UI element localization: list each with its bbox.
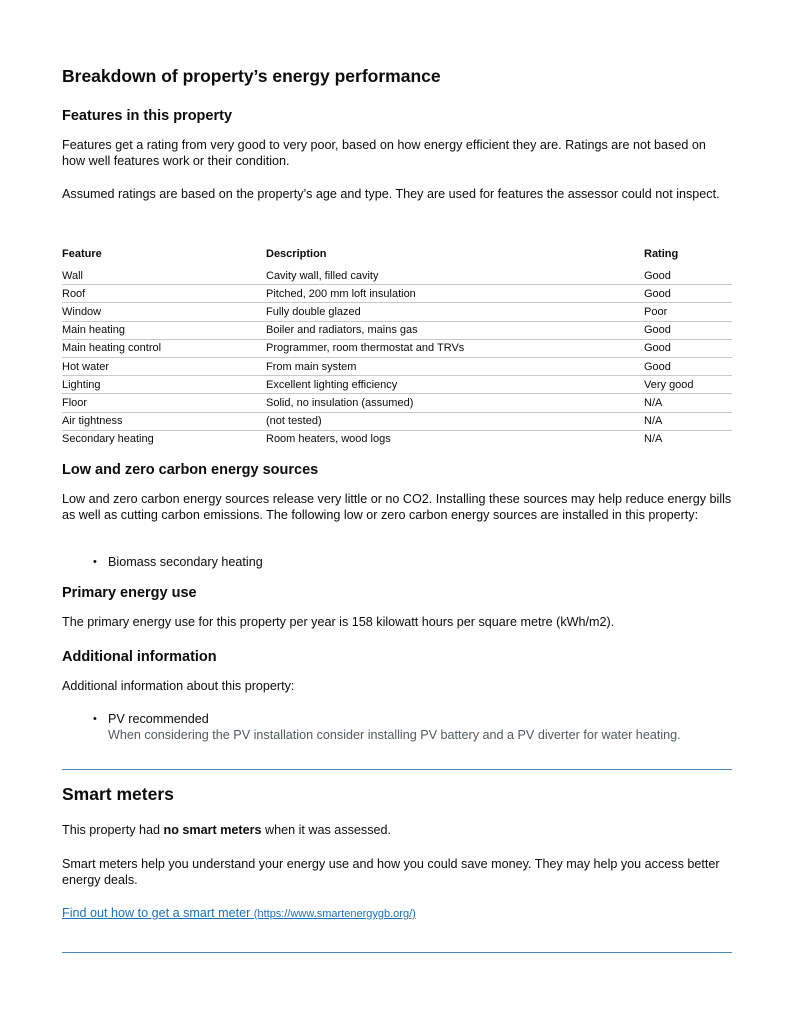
rating-cell: Good (644, 357, 732, 375)
section-divider (62, 769, 732, 770)
table-row (62, 339, 732, 357)
rating-cell: Very good (644, 376, 732, 394)
table-row (62, 394, 732, 412)
smart-meter-status: This property had no smart meters when it was assessed. (62, 823, 392, 837)
section-divider-bottom (62, 952, 732, 953)
rating-cell: N/A (644, 433, 663, 446)
feature-cell: Hot water (62, 357, 266, 375)
feature-cell: Main heating (62, 321, 266, 339)
smart-meter-description: Smart meters help you understand your energy use and how you could save money. They may help you access better energy deals. (62, 857, 720, 887)
pv-recommended-hint: When considering the PV installation consider installing PV battery and a PV diverter for water heating. (108, 727, 681, 742)
list-item (108, 712, 681, 743)
list-item: • Biomass secondary heating (108, 555, 263, 571)
smart-meters-heading: Smart meters (62, 784, 174, 804)
feature-cell: Air tightness (62, 412, 266, 430)
additional-info-heading: Additional information (62, 649, 217, 665)
smart-meter-status-value: no smart meters (163, 823, 262, 837)
feature-cell: Wall (62, 267, 266, 285)
rating-cell: Good (644, 321, 732, 339)
low-carbon-list (62, 555, 263, 571)
description-cell: Fully double glazed (266, 303, 644, 321)
description-cell: Cavity wall, filled cavity (266, 267, 644, 285)
low-carbon-heading: Low and zero carbon energy sources (62, 462, 319, 478)
smart-meter-link-paragraph (62, 906, 732, 923)
table-row (62, 267, 732, 285)
rating-cell: Poor (644, 303, 732, 321)
table-header-row (62, 242, 732, 267)
description-cell: Excellent lighting efficiency (266, 376, 644, 394)
description-cell: Pitched, 200 mm loft insulation (266, 285, 644, 303)
features-heading: Features in this property (62, 108, 233, 124)
description-cell: Programmer, room thermostat and TRVs (266, 339, 644, 357)
assumed-ratings-note: Assumed ratings are based on the property’s age and type. They are used for features the assessor could not inspect. (62, 187, 720, 201)
rating-cell: N/A (644, 412, 732, 430)
rating-cell: Good (644, 267, 732, 285)
table-row (62, 412, 732, 430)
rating-cell: Good (644, 285, 732, 303)
low-carbon-description: Low and zero carbon energy sources release very little or no CO2. Installing these sources may help reduce energy bills as well as cutting carbon emissions. The following low or zero carbon energy sources are installed in this property: (62, 492, 732, 522)
rating-cell: Good (644, 339, 732, 357)
description-cell: Room heaters, wood logs (266, 433, 391, 446)
additional-info-list (62, 712, 681, 743)
smart-meter-link[interactable] (62, 906, 416, 920)
primary-energy-text: The primary energy use for this property per year is 158 kilowatt hours per square metre (kWh/m2). (62, 615, 615, 629)
smart-meter-link-url: (https://www.smartenergygb.org/) (253, 908, 416, 920)
table-row (62, 430, 732, 448)
header-description: Description (266, 248, 327, 260)
features-intro: Features get a rating from very good to very poor, based on how energy efficient they are. Ratings are not based on how well features work or their condition. (62, 138, 706, 168)
feature-cell: Floor (62, 394, 266, 412)
features-table (62, 242, 732, 448)
header-rating: Rating (644, 248, 679, 260)
pv-recommended-title: PV recommended (108, 712, 209, 726)
description-cell: (not tested) (266, 412, 644, 430)
description-cell: From main system (266, 357, 644, 375)
feature-cell: Main heating control (62, 339, 266, 357)
primary-energy-heading: Primary energy use (62, 585, 197, 601)
feature-cell: Lighting (62, 376, 266, 394)
description-cell: Boiler and radiators, mains gas (266, 321, 644, 339)
feature-cell: Secondary heating (62, 433, 154, 446)
table-row (62, 321, 732, 339)
page-title: Breakdown of property’s energy performance (62, 66, 441, 86)
feature-cell: Window (62, 303, 266, 321)
table-row (62, 285, 732, 303)
smart-meter-link-text: Find out how to get a smart meter (62, 906, 251, 920)
header-feature: Feature (62, 248, 102, 260)
table-row (62, 357, 732, 375)
table-row (62, 376, 732, 394)
additional-info-intro: Additional information about this property: (62, 679, 295, 693)
feature-cell: Roof (62, 285, 266, 303)
table-row (62, 303, 732, 321)
rating-cell: N/A (644, 394, 732, 412)
description-cell: Solid, no insulation (assumed) (266, 394, 644, 412)
